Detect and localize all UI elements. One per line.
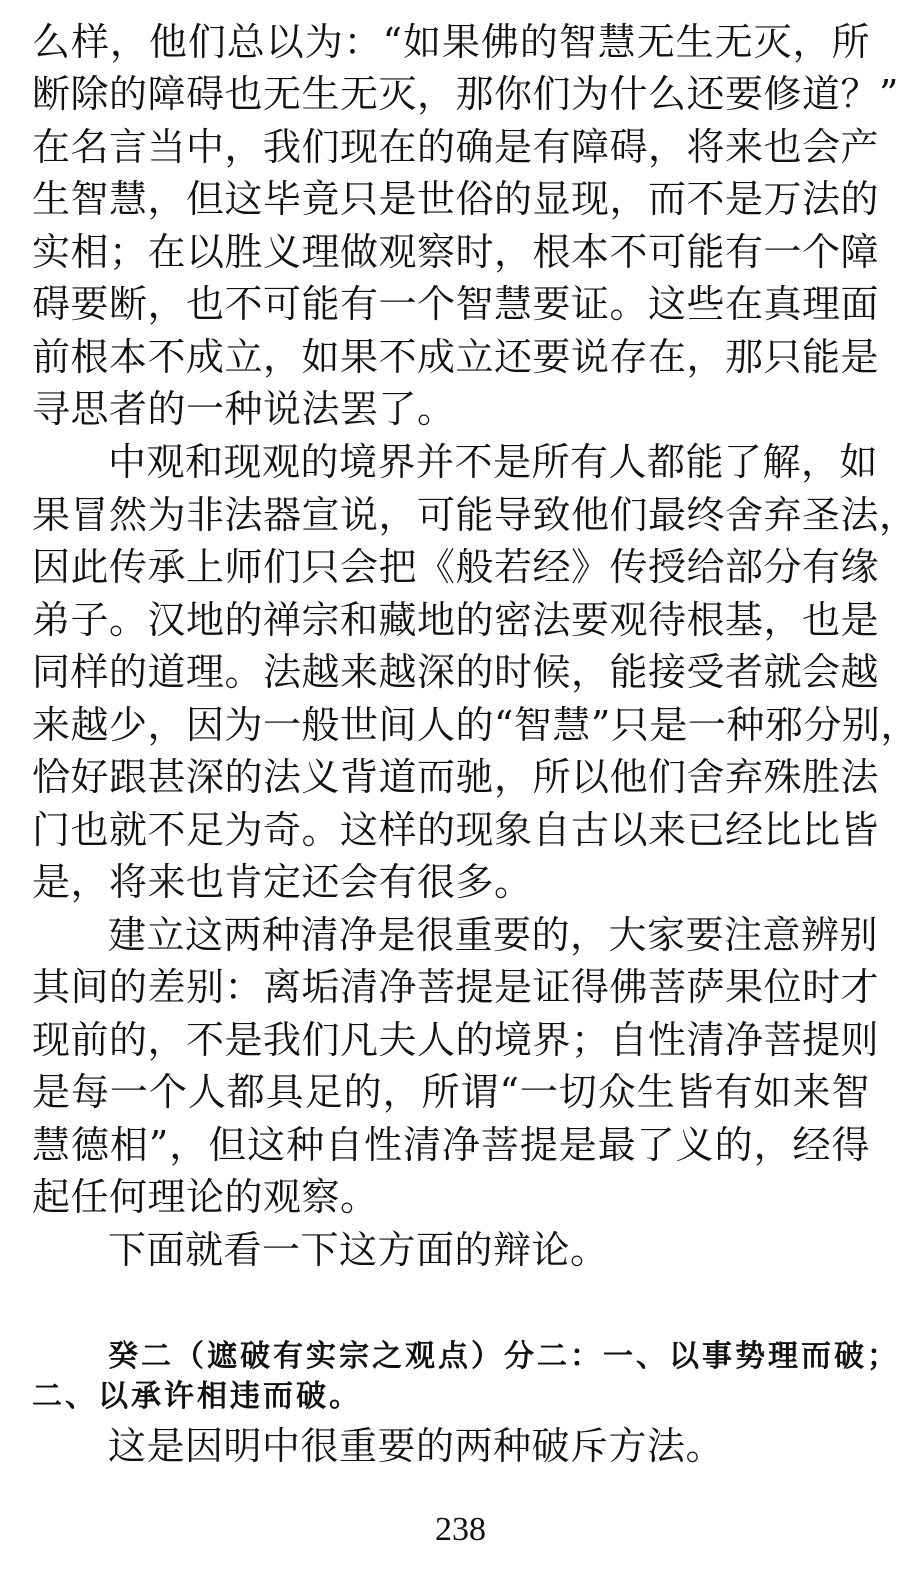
text-line: 实相；在以胜义理做观察时，根本不可能有一个障 — [32, 230, 880, 274]
text-line: 果冒然为非法器宣说，可能导致他们最终舍弃圣法， — [32, 493, 918, 537]
text-line: 下面就看一下这方面的辩论。 — [108, 1228, 609, 1272]
text-line: 门也就不足为奇。这样的现象自古以来已经比比皆 — [32, 808, 880, 852]
text-line: 前根本不成立，如果不成立还要说存在，那只能是 — [32, 335, 880, 379]
text-line: 因此传承上师们只会把《般若经》传授给部分有缘 — [32, 545, 880, 589]
text-line: 同样的道理。法越来越深的时候，能接受者就会越 — [32, 650, 880, 694]
text-line: 么样，他们总以为：“如果佛的智慧无生无灭，所 — [32, 20, 870, 64]
text-line: 起任何理论的观察。 — [32, 1175, 379, 1219]
text-line: 慧德相”，但这种自性清净菩提是最了义的，经得 — [32, 1123, 870, 1167]
text-line: 生智慧，但这毕竟只是世俗的显现，而不是万法的 — [32, 177, 880, 221]
text-line: 建立这两种清净是很重要的，大家要注意辨别 — [108, 913, 879, 957]
text-line: 恰好跟甚深的法义背道而驰，所以他们舍弃殊胜法 — [32, 755, 880, 799]
text-line: 来越少，因为一般世间人的“智慧”只是一种邪分别， — [32, 703, 919, 747]
text-line: 碍要断，也不可能有一个智慧要证。这些在真理面 — [32, 282, 880, 326]
text-line: 中观和现观的境界并不是所有人都能了解，如 — [108, 440, 879, 484]
section-heading-line: 二、以承许相违而破。 — [32, 1379, 362, 1414]
text-line: 是每一个人都具足的，所谓“一切众生皆有如来智 — [32, 1070, 870, 1114]
text-line: 现前的，不是我们凡夫人的境界；自性清净菩提则 — [32, 1018, 880, 1062]
text-line: 寻思者的一种说法罢了。 — [32, 387, 456, 431]
text-line: 是，将来也肯定还会有很多。 — [32, 860, 533, 904]
text-line: 其间的差别：离垢清净菩提是证得佛菩萨果位时才 — [32, 965, 880, 1009]
text-line: 断除的障碍也无生无灭，那你们为什么还要修道？” — [32, 72, 899, 116]
text-line: 弟子。汉地的禅宗和藏地的密法要观待根基，也是 — [32, 598, 880, 642]
text-line: 这是因明中很重要的两种破斥方法。 — [108, 1424, 725, 1468]
text-line: 在名言当中，我们现在的确是有障碍，将来也会产 — [32, 125, 880, 169]
page-number: 238 — [435, 1511, 486, 1548]
section-heading-line: 癸二（遮破有实宗之观点）分二：一、以事势理而破； — [108, 1339, 900, 1374]
